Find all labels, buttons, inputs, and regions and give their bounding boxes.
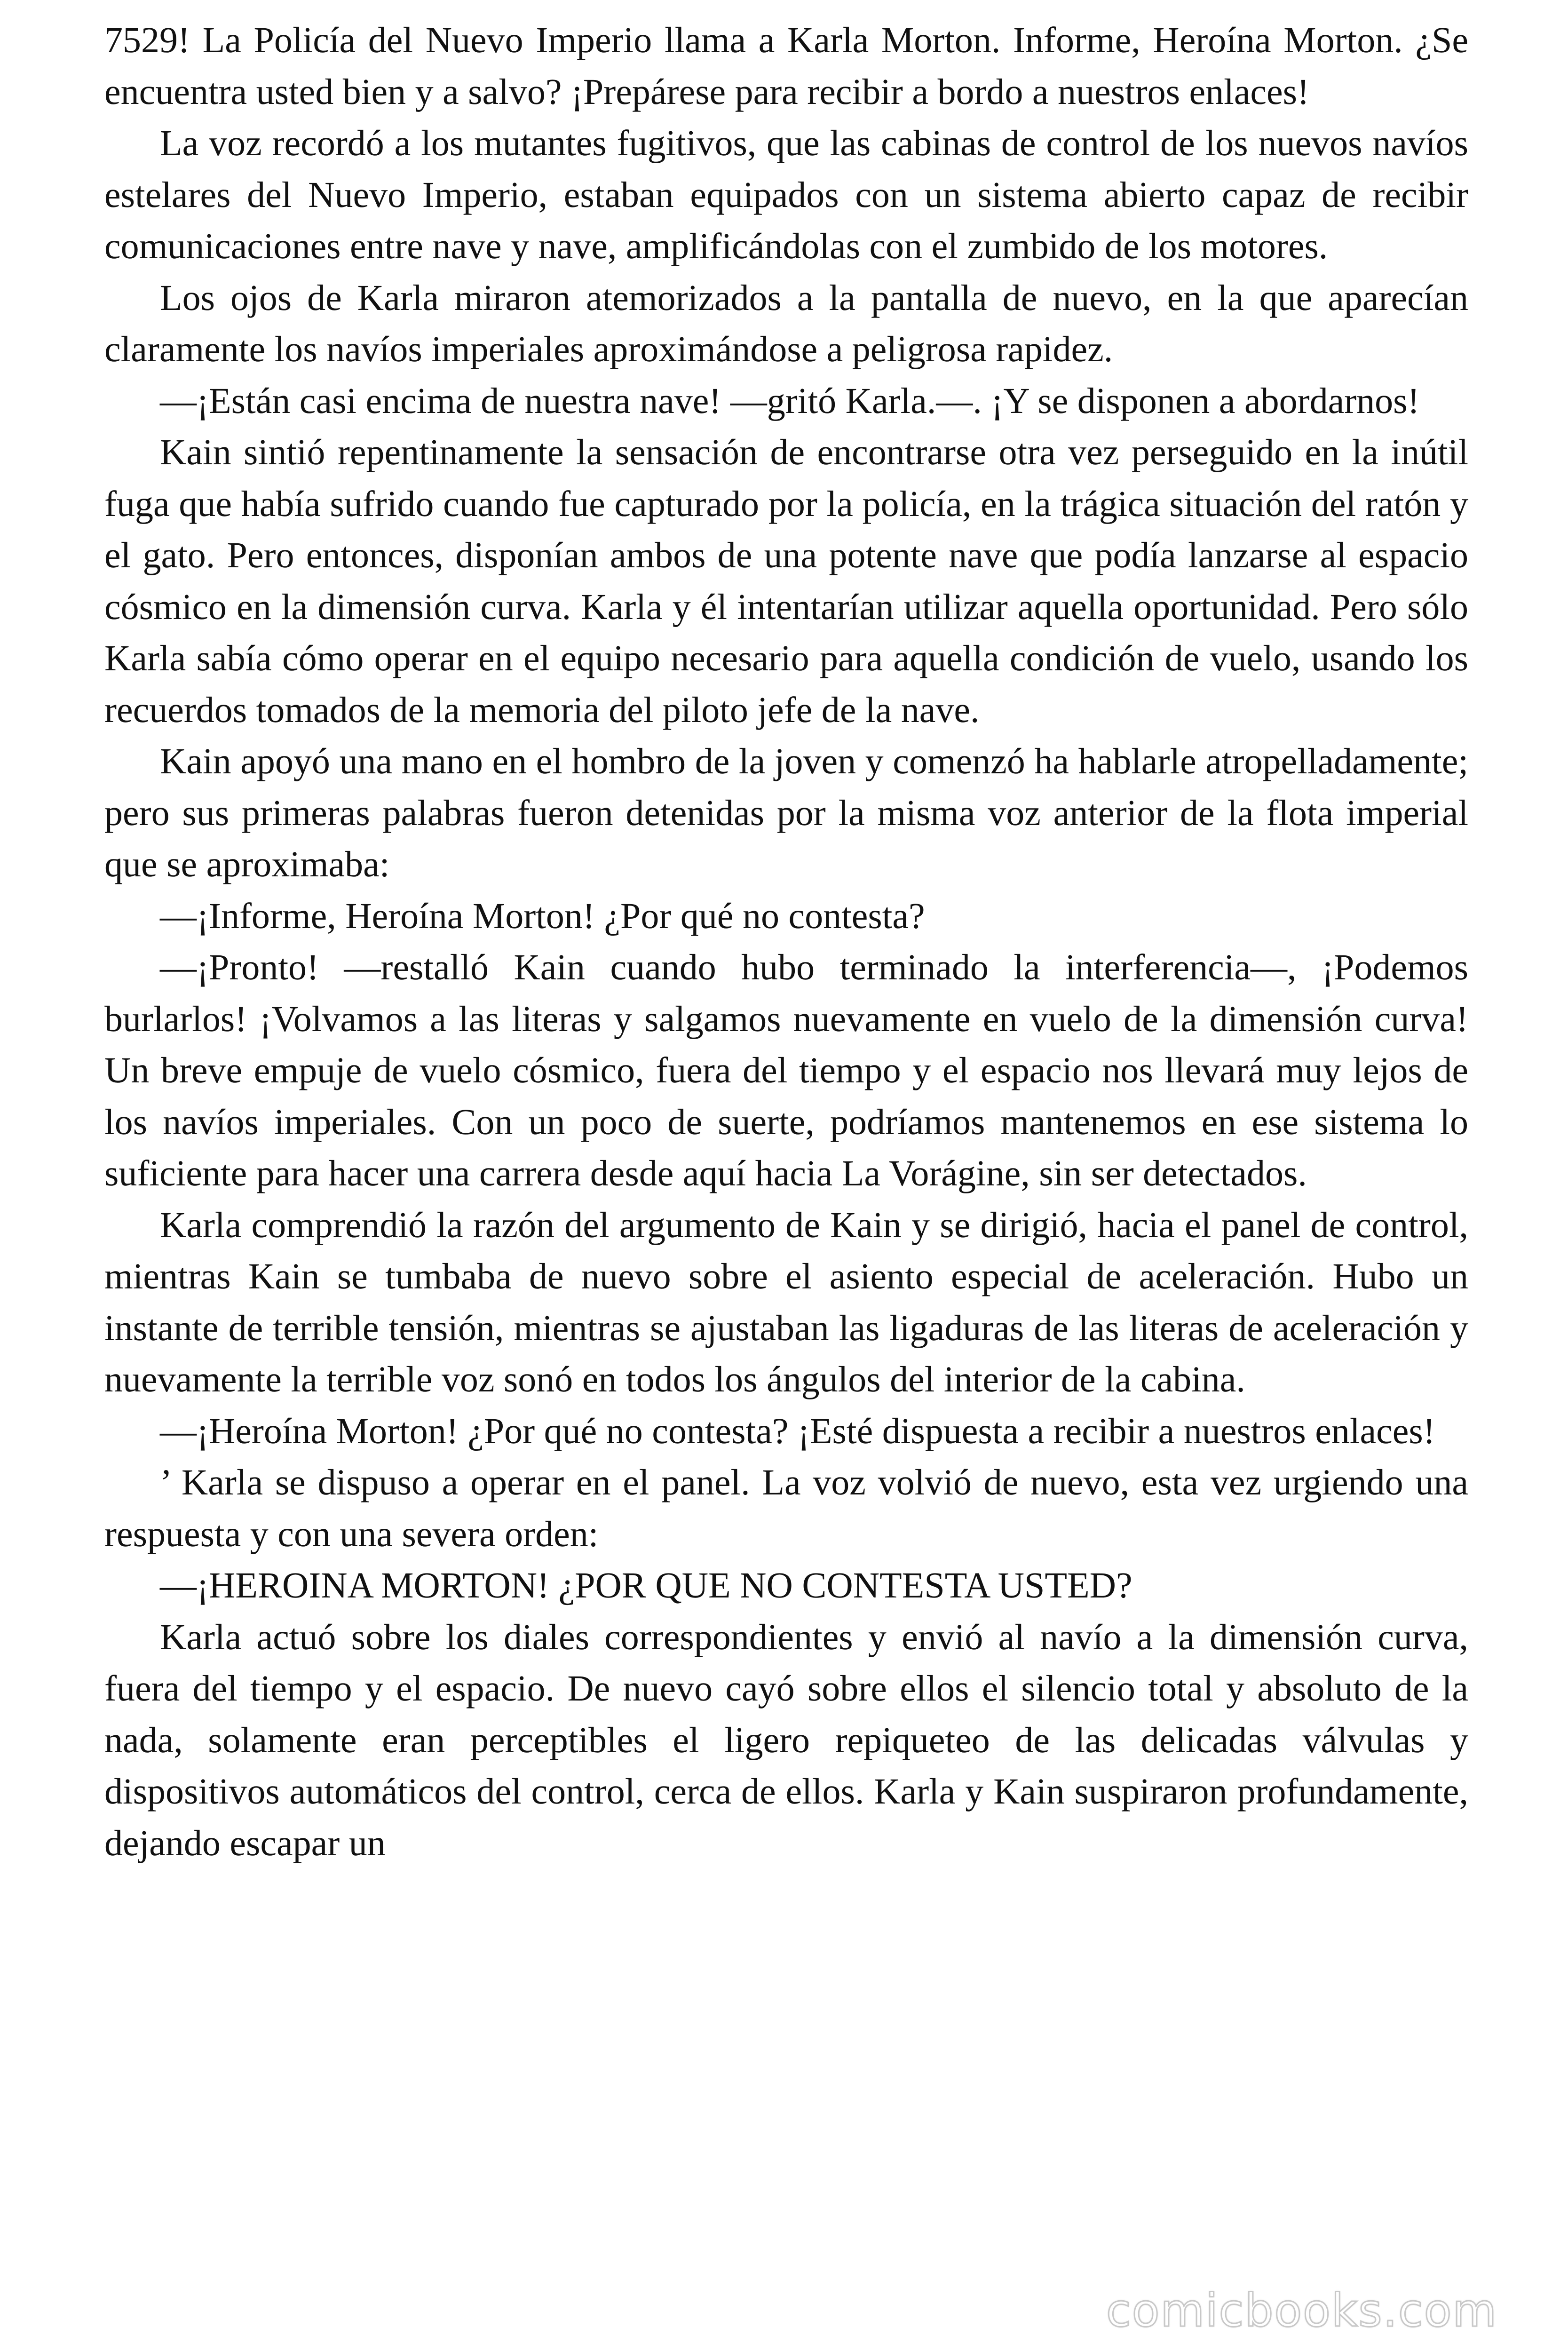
paragraph-9: Karla comprendió la razón del argumento de Kain y se dirigió, hacia el panel de control, mientras Kain se tumbaba de nuevo sobre el asiento especial de aceleración. Hubo un instante de terrible tensión, mientras se ajustaban las ligaduras de las literas de aceleración y nuevamente la terrible voz sonó en todos los ángulos del interior de la cabina.: [104, 1204, 1468, 1399]
paragraph-1: 7529! La Policía del Nuevo Imperio llama a Karla Morton. Informe, Heroína Morton. ¿Se encuentra usted bien y a salvo? ¡Prepárese para recibir a bordo a nuestros enlaces!: [104, 19, 1468, 112]
paragraph-3: Los ojos de Karla miraron atemorizados a la pantalla de nuevo, en la que aparecían claramente los navíos imperiales aproximándose a peligrosa rapidez.: [104, 277, 1468, 369]
paragraph-8: —¡Pronto! —restalló Kain cuando hubo terminado la interferencia—, ¡Podemos burlarlos! ¡Volvamos a las literas y salgamos nuevamente en vuelo de la dimensión curva! Un breve empuje de vuelo cósmico, fuera del tiempo y el espacio nos llevará muy lejos de los navíos imperiales. Con un poco de suerte, podríamos mantenemos en ese sistema lo suficiente para hacer una carrera desde aquí hacia La Vorágine, sin ser detectados.: [104, 946, 1468, 1193]
watermark-logo: comicbooks.com: [1106, 2284, 1497, 2337]
paragraph-13: Karla actuó sobre los diales correspondientes y envió al navío a la dimensión curva, fuera del tiempo y el espacio. De nuevo cayó sobre ellos el silencio total y absoluto de la nada, solamente eran perceptibles el ligero repiqueteo de las delicadas válvulas y dispositivos automáticos del control, cerca de ellos. Karla y Kain suspiraron profundamente, dejando escapar un: [104, 1616, 1468, 1863]
paragraph-7: —¡Informe, Heroína Morton! ¿Por qué no contesta?: [160, 895, 925, 936]
paragraph-11: ’ Karla se dispuso a operar en el panel. La voz volvió de nuevo, esta vez urgiendo una respuesta y con una severa orden:: [104, 1462, 1468, 1554]
paragraph-12: —¡HEROINA MORTON! ¿POR QUE NO CONTESTA USTED?: [160, 1565, 1132, 1605]
paragraph-4: —¡Están casi encima de nuestra nave! —gritó Karla.—. ¡Y se disponen a abordarnos!: [160, 380, 1420, 421]
paragraph-6: Kain apoyó una mano en el hombro de la joven y comenzó ha hablarle atropelladamente; pero sus primeras palabras fueron detenidas por la misma voz anterior de la flota imperial que se aproximaba:: [104, 740, 1468, 884]
paragraph-2: La voz recordó a los mutantes fugitivos, que las cabinas de control de los nuevos navíos estelares del Nuevo Imperio, estaban equipados con un sistema abierto capaz de recibir comunicaciones entre nave y nave, amplificándolas con el zumbido de los motores.: [104, 122, 1468, 266]
book-page-text: [104, 14, 1468, 1868]
paragraph-10: —¡Heroína Morton! ¿Por qué no contesta? ¡Esté dispuesta a recibir a nuestros enlaces!: [160, 1410, 1435, 1451]
paragraph-5: Kain sintió repentinamente la sensación de encontrarse otra vez perseguido en la inútil fuga que había sufrido cuando fue capturado por la policía, en la trágica situación del ratón y el gato. Pero entonces, disponían ambos de una potente nave que podía lanzarse al espacio cósmico en la dimensión curva. Karla y él intentarían utilizar aquella oportunidad. Pero sólo Karla sabía cómo operar en el equipo necesario para aquella condición de vuelo, usando los recuerdos tomados de la memoria del piloto jefe de la nave.: [104, 431, 1468, 730]
